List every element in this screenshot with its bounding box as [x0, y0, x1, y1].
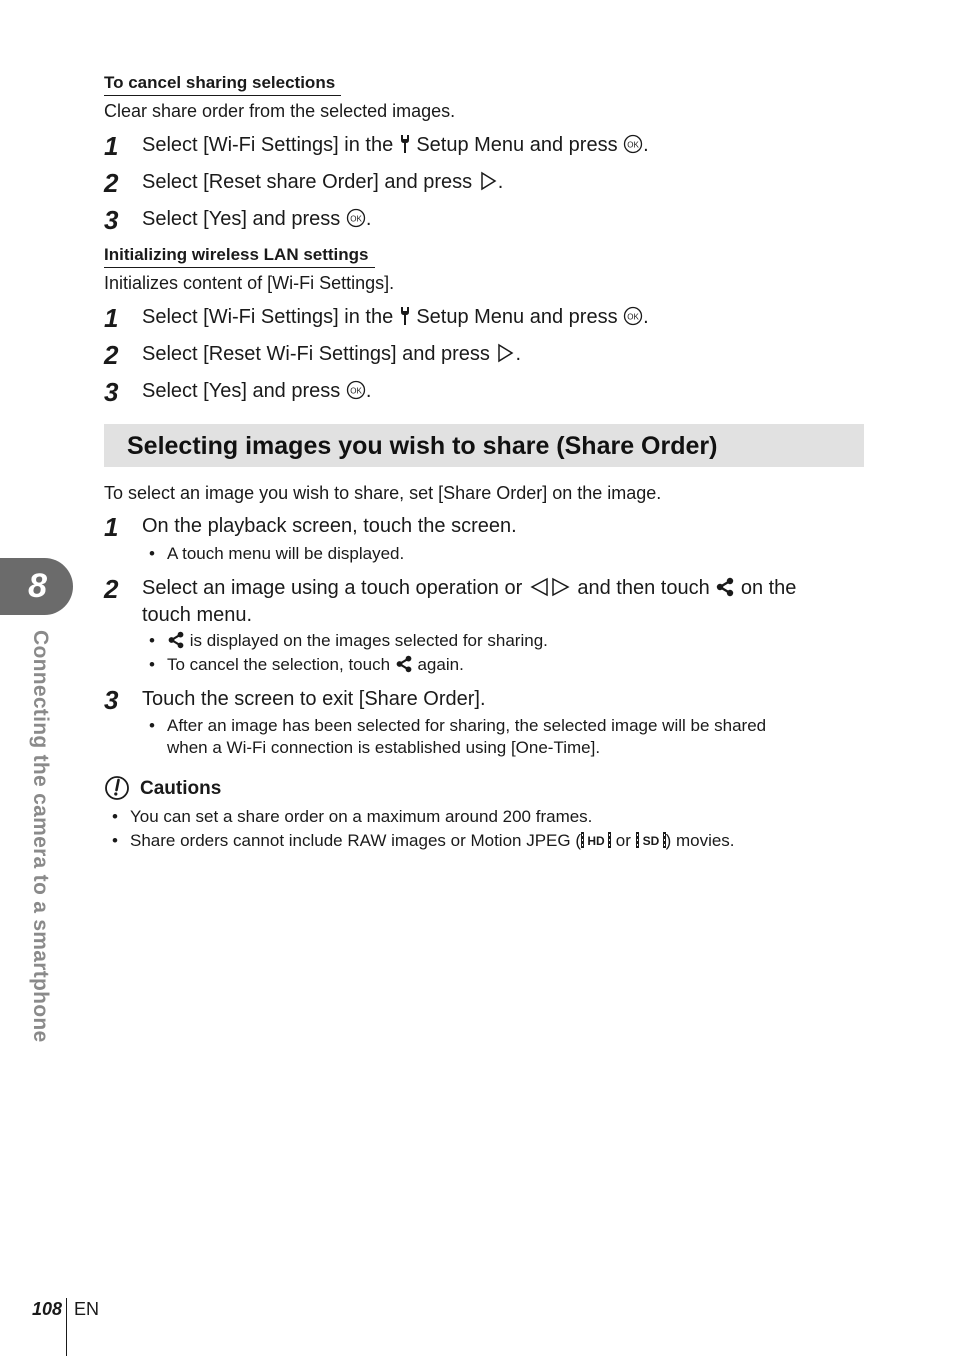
cancel-section-heading: [104, 72, 341, 96]
svg-text:OK: OK: [350, 386, 362, 396]
section-title: Selecting images you wish to share (Share Order): [127, 432, 718, 460]
svg-text:OK: OK: [627, 140, 639, 150]
footer-divider: [66, 1298, 67, 1356]
step-number: 3: [104, 205, 119, 235]
ok-button-icon: [623, 306, 643, 332]
share-icon: [167, 631, 185, 655]
page-number: 108: [32, 1299, 63, 1319]
step-text: Touch the screen to exit [Share Order].: [142, 688, 486, 710]
step-number: 2: [104, 340, 119, 370]
share-intro: To select an image you wish to share, set [Share Order] on the image.: [104, 483, 662, 503]
chapter-number: 8: [28, 567, 47, 605]
movie-sd-icon: [636, 831, 666, 855]
ok-button-icon: [623, 134, 643, 160]
step-text: Select an image using a touch operation or and then touch on the touch menu.: [142, 577, 797, 626]
step-text: Select [Wi-Fi Settings] in the Setup Menu and press OK .: [142, 305, 862, 332]
step-number: 2: [104, 574, 119, 604]
wrench-icon: [399, 306, 411, 332]
chapter-label: Connecting the camera to a smartphone: [29, 630, 52, 1043]
cautions-title: Cautions: [140, 778, 222, 799]
step-number: 2: [104, 168, 119, 198]
svg-text:SD: SD: [642, 834, 659, 848]
step-text: Select [Yes] and press OK .: [142, 379, 862, 406]
left-right-arrows-icon: [528, 577, 572, 603]
right-arrow-icon: [478, 171, 498, 197]
step-number: 3: [104, 377, 119, 407]
caution-icon: [104, 775, 130, 806]
step-number: 1: [104, 131, 119, 161]
step-number: 1: [104, 512, 119, 542]
cancel-description: Clear share order from the selected images.: [104, 101, 456, 121]
step-text: On the playback screen, touch the screen.: [142, 515, 517, 537]
svg-text:OK: OK: [627, 312, 639, 322]
step-number: 3: [104, 685, 119, 715]
step-text: Select [Reset share Order] and press .: [142, 170, 862, 197]
section-banner: [104, 424, 864, 467]
svg-text:HD: HD: [587, 834, 605, 848]
right-arrow-icon: [495, 343, 515, 369]
share-icon: [715, 577, 735, 603]
svg-text:OK: OK: [350, 214, 362, 224]
init-section-heading: [104, 244, 375, 268]
init-heading-text: Initializing wireless LAN settings: [104, 244, 375, 268]
cancel-heading-text: To cancel sharing selections: [104, 72, 341, 96]
step-text: Select [Wi-Fi Settings] in the Setup Menu and press OK .: [142, 133, 862, 160]
step-number: 1: [104, 303, 119, 333]
footer-language: EN: [74, 1299, 100, 1319]
chapter-tab: [0, 558, 73, 615]
init-description: Initializes content of [Wi-Fi Settings].: [104, 273, 395, 293]
wrench-icon: [399, 134, 411, 160]
ok-button-icon: [346, 208, 366, 234]
share-icon: [395, 655, 413, 679]
movie-hd-icon: [581, 831, 611, 855]
step-text: Select [Reset Wi-Fi Settings] and press .: [142, 342, 862, 369]
step-text: Select [Yes] and press OK .: [142, 207, 862, 234]
ok-button-icon: [346, 380, 366, 406]
